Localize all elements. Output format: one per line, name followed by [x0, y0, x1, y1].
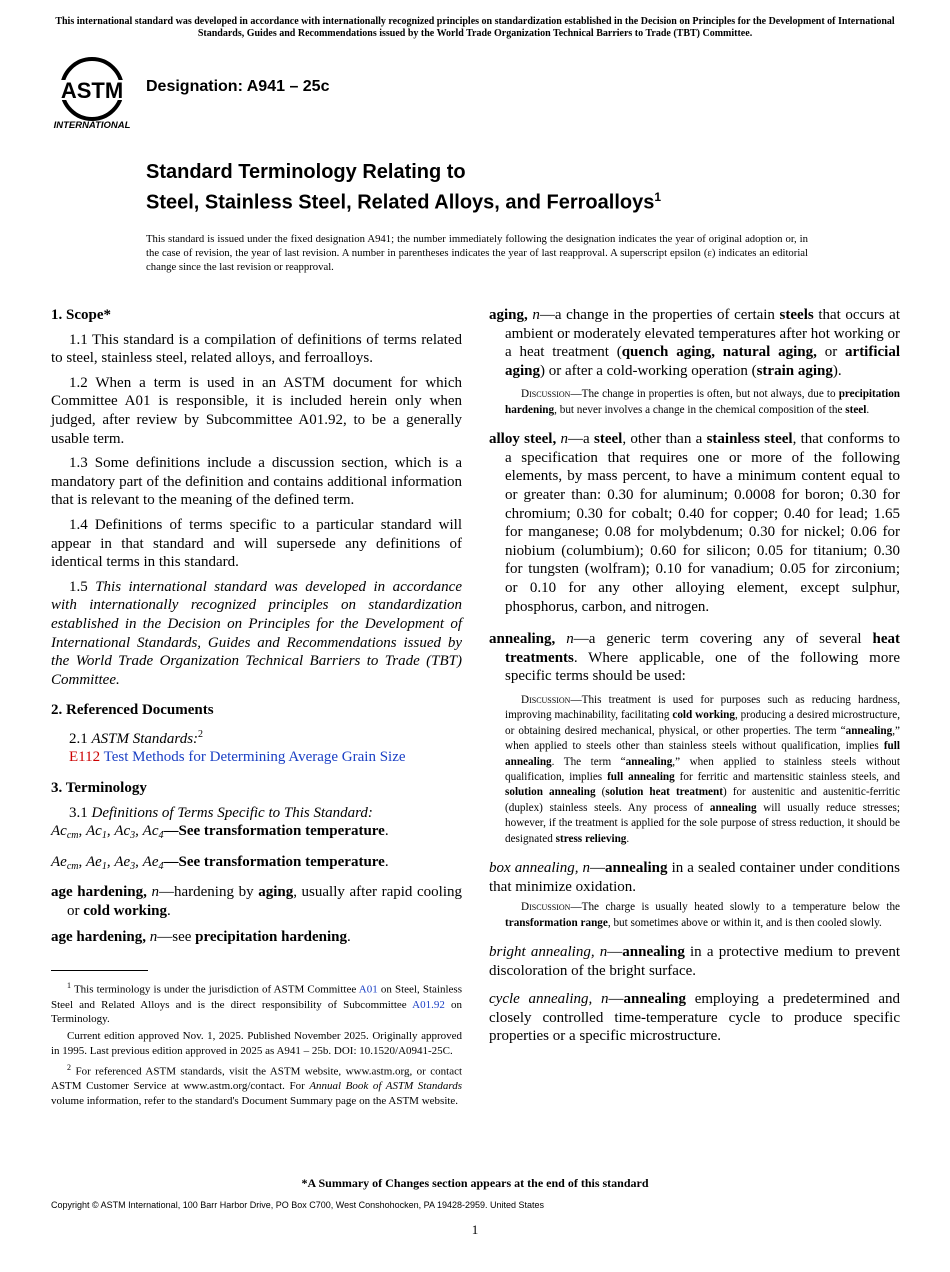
symbol: Ac — [86, 823, 102, 840]
subscript: 1 — [101, 860, 107, 872]
subscript: 3 — [130, 860, 136, 872]
definition-age-hardening-1 — [51, 883, 462, 920]
paragraph-1-5 — [51, 578, 462, 690]
text: employing a predetermined and closely controlled time-temperature cycle to produce specific properties or a specific microstructure. — [489, 991, 900, 1045]
subscript: 4 — [158, 860, 164, 872]
bold-term: full annealing — [505, 740, 900, 768]
text: — — [589, 859, 605, 876]
text: , other than a — [622, 431, 703, 448]
see-ref: —See — [163, 823, 201, 840]
paragraph-text: Definitions of Terms Specific to This Standard: — [91, 804, 373, 821]
bold-term: precipitation hardening — [195, 928, 347, 945]
term: age hardening, — [51, 884, 147, 901]
bold-term: aging — [258, 884, 294, 901]
discussion-aging — [505, 387, 900, 418]
text: ,” when applied to stainless steels without qualification, implies — [505, 755, 900, 783]
symbol: Ae — [86, 853, 102, 870]
document-title — [146, 160, 661, 216]
text: ,” when applied to steels other than stainless steels without qualification, implies — [505, 724, 900, 753]
definition-alloy-steel — [489, 430, 900, 616]
paragraph-3-1 — [51, 804, 462, 823]
paragraph-number: 3.1 — [69, 804, 88, 821]
astm-logo — [52, 56, 136, 132]
discussion-label: Discussion — [521, 693, 571, 706]
title-footnote-ref: 1 — [654, 190, 662, 204]
text: —a generic term covering any of several — [573, 631, 862, 648]
text: ) for austenitic and austenitic-ferritic (duplex) stainless steels. Any process of — [505, 786, 900, 814]
paragraph-1-1: 1.1 This standard is a compilation of definitions of terms related to steel, stainless steel, related alloys, and ferroalloys. — [51, 331, 462, 367]
standard-code-link[interactable]: E112 — [69, 749, 101, 766]
text: . — [167, 903, 171, 920]
bold-term: cold working — [83, 903, 168, 920]
definition-bright-annealing — [489, 943, 900, 980]
definition-ae: $Ae_{cm}$, $Ae_1$, $Ae_3$, $Ae_4—See$ transformation temperature. — [51, 853, 389, 872]
text: For referenced ASTM standards, visit the ASTM website, www.astm.org, or contact ASTM Customer Service at www.astm.org/contact. For — [51, 1065, 463, 1093]
text: . — [347, 928, 351, 945]
subcommittee-link[interactable]: A01.92 — [412, 998, 445, 1011]
symbol: Ae — [114, 853, 131, 870]
part-of-speech: n — [149, 928, 158, 945]
text: in a protective medium to prevent discoloration of the bright surface. — [489, 943, 901, 979]
referenced-standard — [51, 748, 462, 767]
definition-age-hardening-2 — [51, 928, 462, 947]
part-of-speech: n — [582, 859, 590, 876]
discussion-box-annealing — [505, 900, 900, 931]
bold-term: strain aging — [756, 362, 833, 379]
footnote-2 — [51, 1061, 462, 1109]
paragraph-number: 2.1 — [69, 730, 88, 747]
part-of-speech: n — [151, 884, 159, 901]
bold-term: full annealing — [607, 770, 675, 783]
text: . The term “ — [551, 755, 626, 768]
bold-term: precipitation hardening — [505, 388, 901, 416]
footnote-number: 1 — [67, 981, 71, 991]
text: on Terminology. — [51, 998, 462, 1026]
text: —The charge is usually heated slowly to a temperature below the — [570, 901, 900, 914]
logo-subtext: INTERNATIONAL — [53, 120, 131, 131]
bold-term: stainless steel — [706, 431, 793, 448]
paragraph-1-3: 1.3 Some definitions include a discussion section, which is a mandatory part of the definition and contains additional information that is relevant to the meaning of the defined term. — [51, 455, 462, 509]
footnote-1-edition: Current edition approved Nov. 1, 2025. Published November 2025. Originally approved in 1995. Last previous edition approved in 2025 as A941 – 25b. DOI: 10.1520/A0941-25C. — [51, 1030, 462, 1058]
text: ) or after a cold-working operation ( — [540, 362, 757, 379]
text: This terminology is under the jurisdiction of ASTM Committee — [73, 983, 357, 996]
section-heading-referenced-documents: 2. Referenced Documents — [51, 702, 214, 719]
text: for ferritic and martensitic stainless steels, and — [679, 770, 901, 783]
paragraph-1-2: 1.2 When a term is used in an ASTM document for which Committee A01 is responsible, it is included herein only when judged, after review by Subcommittee A01.92, to be a generally usable term. — [51, 374, 462, 447]
subscript: 4 — [158, 830, 164, 842]
footnote-divider — [51, 970, 148, 971]
term: aging, — [489, 307, 528, 323]
term: bright annealing, — [489, 943, 595, 960]
discussion-annealing — [505, 693, 900, 847]
paragraph-number: 1.5 — [69, 578, 88, 595]
definition-cycle-annealing — [489, 990, 900, 1046]
term: age hardening, — [51, 928, 147, 945]
symbol: Ae — [142, 853, 159, 870]
bold-term: annealing — [709, 801, 757, 814]
footnote-ref: 2 — [198, 728, 204, 740]
paragraph-2-1 — [51, 726, 462, 749]
right-column — [489, 306, 900, 1052]
text: —a — [568, 431, 590, 448]
see-term: transformation temperature — [203, 853, 385, 870]
astm-logo-graphic — [52, 56, 136, 132]
text: volume information, refer to the standard's Document Summary page on the ASTM website. — [51, 1095, 459, 1108]
bold-term: quench aging, natural aging, — [621, 344, 817, 361]
term: annealing, — [489, 631, 556, 648]
text: —a change in the properties of certain — [539, 307, 775, 323]
text: , that conforms to a specification that requires one or more of the following elements, by mass percent, to have a minimum content equal to or greater than: 0.30 for aluminum; 0.0008 for boron; 0.30 for chromium; 0.30 for cobalt; 0.40 for copper; 0.40 for lead; 1.65 for manganese; 0.08 for molybdenum; 0.30 for nickel; 0.06 for niobium (columbium); 0.60 for silicon; 0.05 for titanium; 0.30 for tungsten (wolfram); 0.10 for vanadium; 0.05 for zirconium; or 0.10 for any other alloying element, except sulphur, phosphorus, carbon, and nitrogen. — [505, 431, 901, 615]
italic-text: Annual Book of ASTM Standards — [309, 1080, 463, 1093]
title-line-1: Standard Terminology Relating to — [146, 161, 466, 183]
page-number: 1 — [471, 1222, 479, 1237]
text: . Where applicable, one of the following more specific terms should be used: — [505, 649, 900, 685]
bold-term: annealing — [622, 943, 685, 960]
logo-text: ASTM — [60, 78, 124, 103]
text: — — [607, 943, 623, 960]
text: that occurs at ambient or moderately elevated temperatures after hot working or a heat treatment ( — [505, 307, 900, 361]
text: or — [824, 344, 838, 361]
bold-term: solution heat treatment — [605, 786, 723, 799]
text: , but never involves a change in the chemical composition of the — [554, 403, 843, 416]
text: will usually reduce stresses; however, if the treatment is applied for the sole purpose of stress reduction, it should be designated — [505, 801, 901, 845]
see-term: transformation temperature — [203, 823, 385, 840]
symbol: Ac — [114, 823, 131, 840]
symbol: Ac — [51, 823, 67, 840]
see-ref: —See — [163, 853, 201, 870]
paragraph-1-4: 1.4 Definitions of terms specific to a particular standard will appear in that standard and will supersede any definitions of identical terms in this standard. — [51, 516, 462, 571]
text: —hardening by — [158, 884, 254, 901]
symbol: Ac — [142, 823, 159, 840]
definition-aging — [489, 306, 900, 380]
paragraph-text: This international standard was developed in accordance with internationally recognized principles on standardization established in the Decision on Principles for the Development of International Standards, Guides and Recommendations issued by the World Trade Organization Technical Barriers to Trade (TBT) Committee. — [51, 578, 462, 688]
bold-term: artificial aging — [505, 344, 901, 379]
bold-term: annealing — [604, 859, 668, 876]
term: box annealing, — [489, 859, 579, 876]
bold-term: heat treatments — [505, 631, 901, 666]
term: alloy steel, — [489, 431, 557, 448]
discussion-label: Discussion — [521, 901, 571, 914]
part-of-speech: n — [566, 631, 574, 648]
definition-ac: $Ac_{cm}$, $Ac_1$, $Ac_3$, $Ac_4—See$ transformation temperature. — [51, 823, 389, 842]
text: on Steel, Stainless Steel and Related Alloys and is the direct responsibility of Subcommittee — [51, 983, 462, 1011]
paragraph-text: ASTM Standards: — [91, 730, 199, 747]
footnote-number: 2 — [67, 1062, 71, 1072]
bold-term: solution annealing — [505, 786, 596, 799]
text: , producing a desired microstructure, or obtaining desired mechanical, physical, or other properties. The term “ — [505, 709, 900, 737]
title-line-2: Steel, Stainless Steel, Related Alloys, and Ferroalloys — [146, 191, 655, 214]
definition-box-annealing — [489, 859, 900, 896]
bold-term: annealing — [845, 724, 893, 737]
symbol: Ae — [51, 853, 67, 870]
standards-notice: This international standard was developed in accordance with internationally recognized principles on standardization established in the Decision on Principles for the Development of International Standards, Guides and Recommendations issued by the World Trade Organization Technical Barriers to Trade (TBT) Committee. — [55, 16, 895, 39]
text: —This treatment is used for purposes such as reducing hardness, improving machinability, facilitating — [505, 693, 900, 722]
text: , but sometimes above or within it, and is then cooled slowly. — [607, 916, 882, 929]
designation: Designation: A941 – 25c — [146, 78, 330, 95]
footnote-1 — [51, 979, 462, 1027]
discussion-label: Discussion — [521, 388, 571, 401]
definition-annealing — [489, 630, 900, 686]
text: , usually after rapid cooling or — [67, 884, 462, 920]
bold-term: steels — [779, 307, 814, 323]
subscript: cm — [66, 830, 79, 842]
text: . — [866, 403, 870, 416]
text: ( — [601, 786, 606, 799]
issued-statement: This standard is issued under the fixed designation A941; the number immediately following the designation indicates the year of original adoption or, in the case of revision, the year of last revision. A number in parentheses indicates the year of last reapproval. A superscript epsilon (ε) indicates an editorial change since the last revision or reapproval. — [146, 233, 808, 273]
subscript: 1 — [101, 830, 107, 842]
bold-term: stress relieving — [555, 832, 627, 845]
text: —see — [157, 928, 192, 945]
bold-term: steel — [845, 403, 867, 416]
bold-term: steel — [594, 431, 623, 448]
bold-term: cold working — [672, 709, 735, 722]
part-of-speech: n — [599, 943, 608, 960]
bold-term: annealing — [623, 991, 687, 1008]
copyright: Copyright © ASTM International, 100 Barr Harbor Drive, PO Box C700, West Conshohocken, PA 19428-2959. United States — [51, 1200, 545, 1210]
term: cycle annealing, — [489, 991, 593, 1008]
part-of-speech: n — [532, 307, 540, 323]
committee-link[interactable]: A01 — [358, 983, 378, 996]
bold-term: annealing — [625, 755, 673, 768]
section-heading-scope: 1. Scope* — [51, 307, 111, 323]
text: . — [626, 832, 630, 845]
part-of-speech: n — [560, 431, 569, 448]
standard-title-link[interactable]: Test Methods for Determining Average Grain Size — [103, 749, 406, 766]
subscript: cm — [66, 860, 79, 872]
subscript: 3 — [130, 830, 136, 842]
part-of-speech: n — [600, 991, 609, 1008]
left-column — [51, 306, 462, 1111]
text: in a sealed container under conditions that minimize oxidation. — [489, 859, 901, 895]
text: —The change in properties is often, but not always, due to — [570, 388, 836, 401]
bold-term: transformation range — [505, 916, 608, 929]
summary-of-changes-note: *A Summary of Changes section appears at the end of this standard — [301, 1176, 649, 1190]
text: — — [608, 991, 624, 1008]
text: ). — [832, 362, 842, 379]
section-heading-terminology: 3. Terminology — [51, 780, 147, 797]
